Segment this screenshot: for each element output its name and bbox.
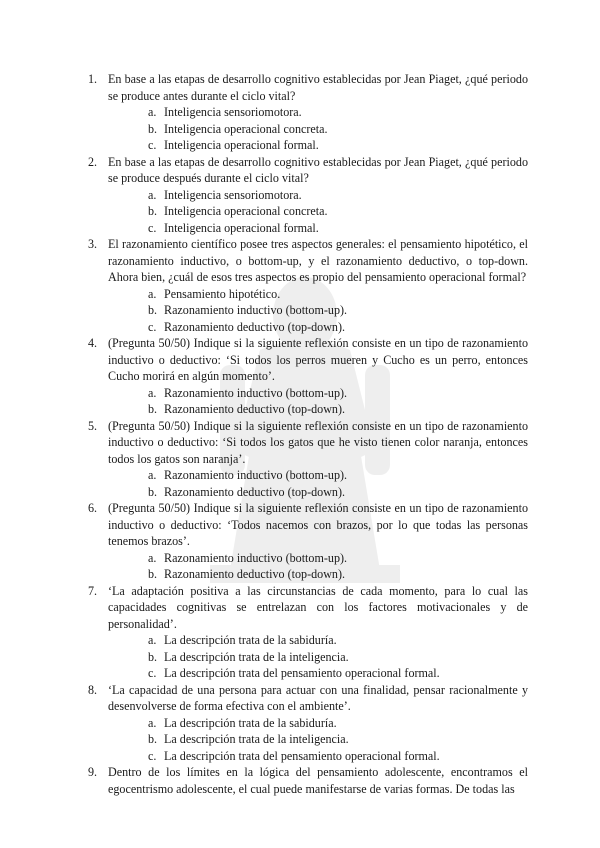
question-item	[88, 71, 528, 154]
option-letter: b.	[148, 204, 158, 218]
question-number: 9.	[88, 765, 98, 779]
option-text: La descripción trata de la inteligencia.	[164, 649, 349, 664]
question-text: (Pregunta 50/50) Indique si la siguiente reflexión consiste en un tipo de razonamiento inductivo o deductivo: ‘Todos nacemos con brazos, por lo que todas las personas tenemos brazos’.	[108, 501, 528, 548]
answer-option	[148, 748, 528, 765]
option-list	[108, 385, 528, 418]
question-text: (Pregunta 50/50) Indique si la siguiente reflexión consiste en un tipo de razonamiento inductivo o deductivo: ‘Si todos los perros mueren y Cucho es un perro, entonces Cucho morirá en algún momento’.	[108, 336, 528, 383]
option-text: Inteligencia sensoriomotora.	[164, 105, 302, 119]
option-text: La descripción trata del pensamiento operacional formal.	[164, 666, 440, 680]
question-text: El razonamiento científico posee tres aspectos generales: el pensamiento hipotético, el razonamiento inductivo, o bottom-up, y el razonamiento deductivo, o top-down. Ahora bien, ¿cuál de esos tres aspectos es propio del pensamiento operacional formal?	[108, 237, 528, 284]
answer-option	[148, 665, 528, 682]
question-text: En base a las etapas de desarrollo cognitivo establecidas por Jean Piaget, ¿qué periodo se produce antes durante el ciclo vital?	[108, 72, 528, 103]
question-item	[88, 335, 528, 418]
option-text: Inteligencia operacional formal.	[164, 220, 319, 235]
answer-option	[148, 484, 528, 501]
option-text: Razonamiento deductivo (top-down).	[164, 567, 346, 581]
question-item	[88, 583, 528, 682]
question-item	[88, 764, 528, 797]
option-list	[108, 187, 528, 237]
question-number: 8.	[88, 682, 98, 697]
question-number: 6.	[88, 501, 98, 515]
option-letter: a.	[148, 286, 157, 301]
answer-option	[148, 632, 528, 649]
question-text: Dentro de los límites en la lógica del pensamiento adolescente, encontramos el egocentrismo adolescente, el cual puede manifestarse de varias formas. De todas las	[108, 765, 528, 796]
option-letter: b.	[148, 402, 158, 416]
answer-option	[148, 104, 528, 121]
answer-option	[148, 385, 528, 402]
question-text: En base a las etapas de desarrollo cognitivo establecidas por Jean Piaget, ¿qué periodo se produce después durante el ciclo vital?	[108, 154, 528, 185]
question-number: 1.	[88, 72, 98, 86]
option-list	[108, 286, 528, 336]
question-item	[88, 682, 528, 765]
answer-option	[148, 286, 528, 303]
option-letter: b.	[148, 649, 158, 664]
option-text: Inteligencia operacional formal.	[164, 138, 319, 152]
answer-option	[148, 187, 528, 204]
answer-option	[148, 731, 528, 748]
option-letter: b.	[148, 732, 158, 746]
answer-option	[148, 401, 528, 418]
option-text: Inteligencia operacional concreta.	[164, 204, 328, 218]
answer-option	[148, 319, 528, 336]
question-list	[88, 71, 528, 797]
option-letter: c.	[148, 220, 157, 235]
option-letter: a.	[148, 385, 157, 400]
option-list	[108, 715, 528, 765]
option-text: Inteligencia operacional concreta.	[164, 121, 328, 136]
question-number: 2.	[88, 154, 98, 169]
answer-option	[148, 566, 528, 583]
option-text: Razonamiento deductivo (top-down).	[164, 319, 346, 334]
option-letter: c.	[148, 666, 157, 680]
question-item	[88, 500, 528, 583]
option-letter: c.	[148, 138, 157, 152]
answer-option	[148, 220, 528, 237]
option-list	[108, 467, 528, 500]
question-number: 7.	[88, 583, 98, 598]
option-text: La descripción trata de la sabiduría.	[164, 633, 337, 647]
option-letter: c.	[148, 319, 157, 334]
answer-option	[148, 121, 528, 138]
option-letter: b.	[148, 121, 158, 136]
option-list	[108, 632, 528, 682]
option-text: La descripción trata del pensamiento operacional formal.	[164, 748, 440, 763]
question-text: (Pregunta 50/50) Indique si la siguiente reflexión consiste en un tipo de razonamiento inductivo o deductivo: ‘Si todos los gatos que he visto tienen color naranja, entonces todos los gatos son naranja’.	[108, 418, 528, 466]
option-text: Razonamiento inductivo (bottom-up).	[164, 303, 348, 317]
option-text: Inteligencia sensoriomotora.	[164, 187, 302, 202]
option-letter: a.	[148, 468, 157, 482]
option-letter: a.	[148, 187, 157, 202]
option-text: Razonamiento inductivo (bottom-up).	[164, 385, 348, 400]
question-text: ‘La adaptación positiva a las circunstancias de cada momento, para lo cual las capacidades cognitivas se entrelazan con los factores motivacionales y de personalidad’.	[108, 583, 528, 631]
option-letter: a.	[148, 715, 157, 730]
question-item	[88, 236, 528, 335]
answer-option	[148, 203, 528, 220]
question-item	[88, 154, 528, 237]
option-letter: b.	[148, 484, 158, 499]
option-letter: b.	[148, 303, 158, 317]
option-letter: b.	[148, 567, 158, 581]
option-list	[108, 104, 528, 154]
answer-option	[148, 550, 528, 567]
option-letter: a.	[148, 105, 157, 119]
answer-option	[148, 137, 528, 154]
option-text: Razonamiento inductivo (bottom-up).	[164, 468, 348, 482]
question-text: ‘La capacidad de una persona para actuar con una finalidad, pensar racionalmente y desenvolverse de forma efectiva con el ambiente’.	[108, 682, 528, 713]
option-letter: c.	[148, 748, 157, 763]
option-text: Razonamiento deductivo (top-down).	[164, 484, 346, 499]
option-text: Razonamiento inductivo (bottom-up).	[164, 550, 348, 565]
option-letter: a.	[148, 550, 157, 565]
option-text: Razonamiento deductivo (top-down).	[164, 402, 346, 416]
answer-option	[148, 302, 528, 319]
question-number: 5.	[88, 418, 98, 433]
answer-option	[148, 715, 528, 732]
answer-option	[148, 649, 528, 666]
option-text: La descripción trata de la inteligencia.	[164, 732, 349, 746]
option-letter: a.	[148, 633, 157, 647]
option-text: Pensamiento hipotético.	[164, 286, 281, 301]
answer-option	[148, 467, 528, 484]
question-number: 3.	[88, 237, 98, 251]
question-number: 4.	[88, 336, 98, 350]
option-list	[108, 550, 528, 583]
question-item	[88, 418, 528, 501]
document-page	[88, 71, 528, 797]
option-text: La descripción trata de la sabiduría.	[164, 715, 337, 730]
